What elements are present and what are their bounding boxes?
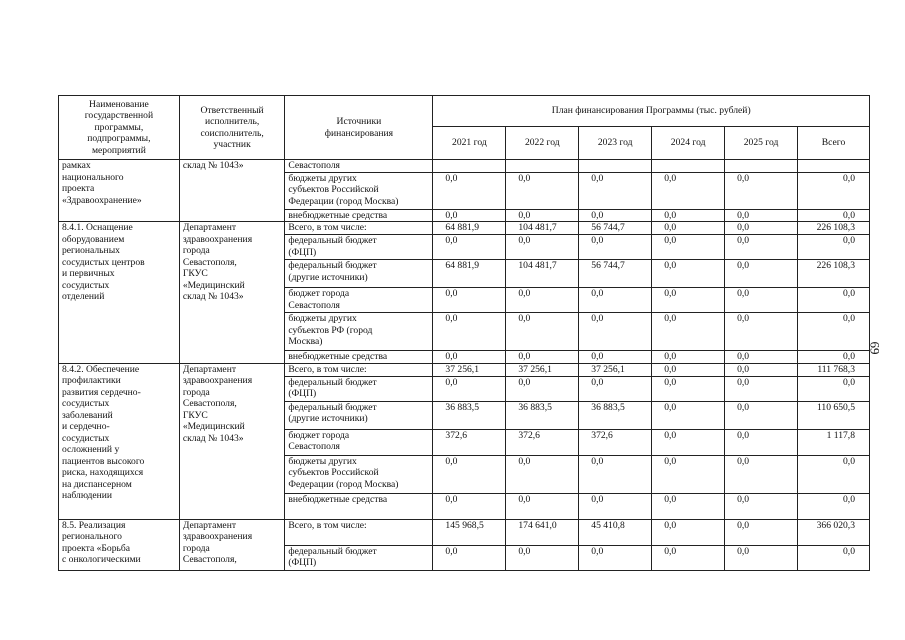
value-cell: 36 883,5: [579, 401, 652, 429]
value-cell: 0,0: [652, 401, 725, 429]
value-cell: 0,0: [725, 260, 798, 288]
value-cell: 0,0: [579, 376, 652, 401]
value-cell: 0,0: [579, 209, 652, 222]
table-row: [59, 160, 870, 173]
value-cell: 174 641,0: [506, 519, 579, 545]
value-cell: 0,0: [579, 493, 652, 519]
total-cell: 0,0: [798, 545, 870, 570]
financing-table: [58, 95, 870, 571]
value-cell: [725, 160, 798, 173]
total-cell: 226 108,3: [798, 260, 870, 288]
value-cell: 0,0: [725, 209, 798, 222]
program-name: 8.5. Реализация регионального проекта «Борьба с онкологическими: [59, 519, 180, 570]
header-total: Всего: [798, 127, 870, 160]
value-cell: 0,0: [652, 545, 725, 570]
value-cell: 0,0: [652, 429, 725, 455]
value-cell: 37 256,1: [433, 363, 506, 376]
value-cell: 0,0: [579, 455, 652, 493]
header-year-2023: 2023 год: [579, 127, 652, 160]
total-cell: 0,0: [798, 376, 870, 401]
value-cell: 0,0: [725, 519, 798, 545]
total-cell: 0,0: [798, 313, 870, 351]
value-cell: 0,0: [725, 313, 798, 351]
value-cell: 0,0: [652, 260, 725, 288]
value-cell: 0,0: [652, 363, 725, 376]
total-cell: 110 650,5: [798, 401, 870, 429]
total-cell: [798, 160, 870, 173]
value-cell: 0,0: [725, 172, 798, 209]
value-cell: 0,0: [725, 351, 798, 364]
value-cell: 0,0: [506, 545, 579, 570]
source-cell: внебюджетные средства: [285, 209, 433, 222]
value-cell: 0,0: [433, 172, 506, 209]
value-cell: 0,0: [725, 429, 798, 455]
value-cell: 0,0: [652, 222, 725, 235]
value-cell: 372,6: [579, 429, 652, 455]
value-cell: 45 410,8: [579, 519, 652, 545]
value-cell: 0,0: [652, 172, 725, 209]
value-cell: 0,0: [652, 235, 725, 260]
executor: Департамент здравоохранения города Севастополя, ГКУС «Медицинский склад № 1043»: [179, 363, 285, 519]
total-cell: 0,0: [798, 351, 870, 364]
value-cell: 0,0: [506, 172, 579, 209]
source-cell: федеральный бюджет (ФЦП): [285, 235, 433, 260]
source-cell: внебюджетные средства: [285, 351, 433, 364]
value-cell: 0,0: [652, 455, 725, 493]
value-cell: 0,0: [652, 493, 725, 519]
value-cell: 0,0: [725, 455, 798, 493]
value-cell: 0,0: [579, 288, 652, 313]
total-cell: 366 020,3: [798, 519, 870, 545]
value-cell: 0,0: [433, 376, 506, 401]
value-cell: 0,0: [433, 288, 506, 313]
value-cell: 0,0: [725, 493, 798, 519]
value-cell: 372,6: [506, 429, 579, 455]
total-cell: 0,0: [798, 235, 870, 260]
header-year-2024: 2024 год: [652, 127, 725, 160]
header-executor: Ответственный исполнитель, соисполнитель, участник: [179, 96, 285, 160]
program-name: рамках национального проекта «Здравоохранение»: [59, 160, 180, 222]
value-cell: 0,0: [433, 235, 506, 260]
value-cell: 0,0: [433, 545, 506, 570]
value-cell: 0,0: [725, 222, 798, 235]
value-cell: 0,0: [506, 376, 579, 401]
total-cell: 0,0: [798, 493, 870, 519]
value-cell: 0,0: [725, 401, 798, 429]
value-cell: 0,0: [433, 493, 506, 519]
header-year-2022: 2022 год: [506, 127, 579, 160]
value-cell: 37 256,1: [506, 363, 579, 376]
value-cell: 0,0: [652, 351, 725, 364]
executor: Департамент здравоохранения города Севастополя, ГКУС «Медицинский склад № 1043»: [179, 222, 285, 364]
table-row: [59, 363, 870, 376]
source-cell: бюджет города Севастополя: [285, 429, 433, 455]
header-year-2021: 2021 год: [433, 127, 506, 160]
page-number: 69: [867, 341, 883, 355]
value-cell: 0,0: [506, 235, 579, 260]
source-cell: федеральный бюджет (ФЦП): [285, 376, 433, 401]
value-cell: 104 481,7: [506, 222, 579, 235]
value-cell: 0,0: [579, 313, 652, 351]
value-cell: 0,0: [433, 313, 506, 351]
total-cell: 0,0: [798, 172, 870, 209]
source-cell: федеральный бюджет (другие источники): [285, 401, 433, 429]
value-cell: 372,6: [433, 429, 506, 455]
value-cell: 0,0: [579, 351, 652, 364]
value-cell: 0,0: [433, 351, 506, 364]
value-cell: 0,0: [433, 455, 506, 493]
value-cell: 56 744,7: [579, 260, 652, 288]
header-name: Наименование государственной программы, подпрограммы, мероприятий: [59, 96, 180, 160]
value-cell: 0,0: [725, 376, 798, 401]
value-cell: 0,0: [652, 209, 725, 222]
program-name: 8.4.2. Обеспечение профилактики развития сердечно- сосудистых заболеваний и сердечно- сосудистых осложнений у пациентов высокого риска, находящихся на диспансерном наблюдении: [59, 363, 180, 519]
value-cell: 0,0: [506, 455, 579, 493]
value-cell: 0,0: [652, 313, 725, 351]
value-cell: 64 881,9: [433, 260, 506, 288]
value-cell: 0,0: [579, 545, 652, 570]
source-cell: бюджеты других субъектов Российской Федерации (город Москва): [285, 455, 433, 493]
total-cell: 0,0: [798, 209, 870, 222]
source-cell: бюджеты других субъектов Российской Федерации (город Москва): [285, 172, 433, 209]
source-cell: Севастополя: [285, 160, 433, 173]
value-cell: 56 744,7: [579, 222, 652, 235]
source-cell: Всего, в том числе:: [285, 363, 433, 376]
value-cell: 0,0: [506, 209, 579, 222]
value-cell: 0,0: [579, 235, 652, 260]
value-cell: 0,0: [725, 363, 798, 376]
value-cell: [652, 160, 725, 173]
header-year-2025: 2025 год: [725, 127, 798, 160]
value-cell: 0,0: [579, 172, 652, 209]
source-cell: бюджет города Севастополя: [285, 288, 433, 313]
table-row: [59, 519, 870, 545]
source-cell: федеральный бюджет (ФЦП): [285, 545, 433, 570]
value-cell: 0,0: [433, 209, 506, 222]
total-cell: 111 768,3: [798, 363, 870, 376]
value-cell: 0,0: [652, 288, 725, 313]
table-row: [59, 222, 870, 235]
value-cell: 104 481,7: [506, 260, 579, 288]
value-cell: 145 968,5: [433, 519, 506, 545]
value-cell: 0,0: [506, 351, 579, 364]
value-cell: 0,0: [725, 545, 798, 570]
executor: склад № 1043»: [179, 160, 285, 222]
value-cell: 64 881,9: [433, 222, 506, 235]
value-cell: 0,0: [506, 493, 579, 519]
program-name: 8.4.1. Оснащение оборудованием региональных сосудистых центров и первичных сосудистых отделений: [59, 222, 180, 364]
source-cell: внебюджетные средства: [285, 493, 433, 519]
table-header: [59, 96, 870, 160]
source-cell: Всего, в том числе:: [285, 222, 433, 235]
source-cell: федеральный бюджет (другие источники): [285, 260, 433, 288]
source-cell: Всего, в том числе:: [285, 519, 433, 545]
total-cell: 0,0: [798, 455, 870, 493]
value-cell: 0,0: [506, 288, 579, 313]
value-cell: 0,0: [652, 519, 725, 545]
value-cell: 0,0: [725, 288, 798, 313]
value-cell: 37 256,1: [579, 363, 652, 376]
header-sources: Источники финансирования: [285, 96, 433, 160]
value-cell: [433, 160, 506, 173]
value-cell: 0,0: [506, 313, 579, 351]
value-cell: 36 883,5: [433, 401, 506, 429]
value-cell: [579, 160, 652, 173]
value-cell: [506, 160, 579, 173]
source-cell: бюджеты других субъектов РФ (город Москва): [285, 313, 433, 351]
header-plan-title: План финансирования Программы (тыс. рублей): [433, 96, 870, 127]
table-body: [59, 160, 870, 571]
executor: Департамент здравоохранения города Севастополя,: [179, 519, 285, 570]
total-cell: 226 108,3: [798, 222, 870, 235]
total-cell: 0,0: [798, 288, 870, 313]
value-cell: 0,0: [652, 376, 725, 401]
value-cell: 0,0: [725, 235, 798, 260]
total-cell: 1 117,8: [798, 429, 870, 455]
value-cell: 36 883,5: [506, 401, 579, 429]
